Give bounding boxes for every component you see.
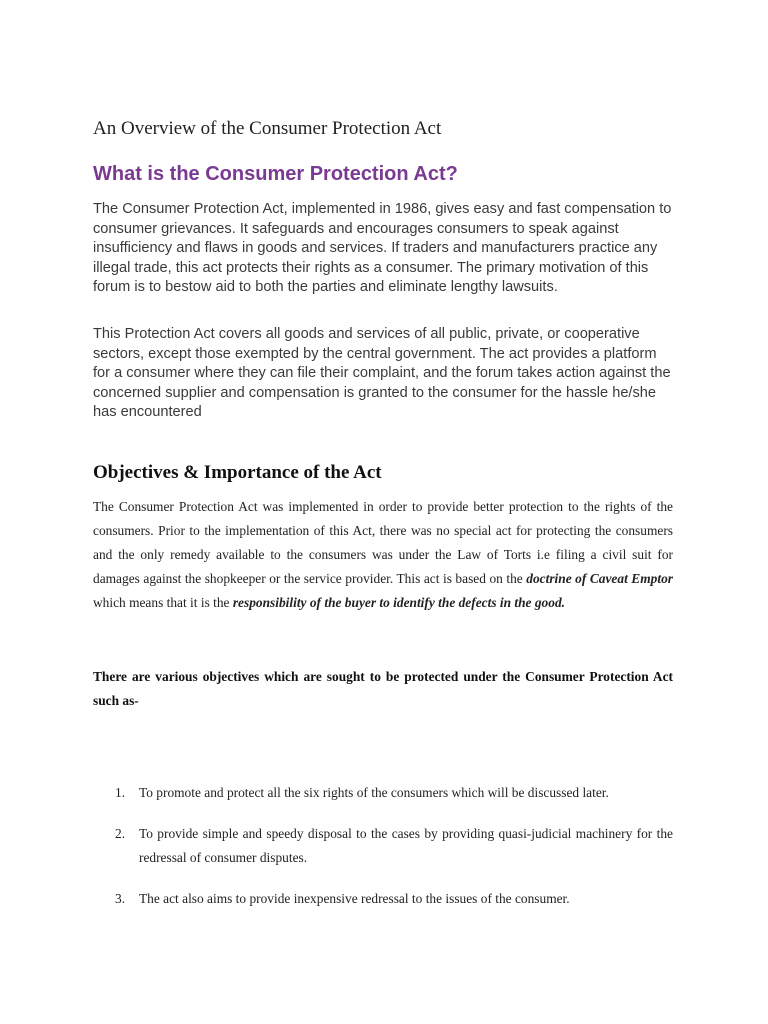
emphasis-buyer-responsibility: responsibility of the buyer to identify the defects in the good. [232,595,565,610]
list-item-number: 1. [115,785,126,800]
intro-text-middle: which means that it is the [93,595,233,610]
list-item [93,822,673,870]
list-item-number: 3. [115,891,126,906]
list-item-number: 2. [115,826,126,841]
intro-text-before: The Consumer Protection Act was implemented in order to provide better protection to the rights of the consumers. Prior to the implementation of this Act, there was no special act for protecting the consumers and the only remedy available to the consumers was under the Law of Torts i.e filing a civil suit for damages against the shopkeeper or the service provider. This act is based on the [93,499,673,586]
section-heading-objectives: Objectives & Importance of the Act [93,462,382,483]
document-title: An Overview of the Consumer Protection Act [93,118,442,139]
list-item [93,781,673,805]
emphasis-caveat-emptor: doctrine of Caveat Emptor [526,571,673,586]
paragraph-objectives-lead: There are various objectives which are sought to be protected under the Consumer Protection Act such as- [93,669,673,708]
paragraph-definition: The Consumer Protection Act, implemented in 1986, gives easy and fast compensation to consumer grievances. It safeguards and encourages consumers to speak against insufficiency and flaws in goods and services. If traders and manufacturers practice any illegal trade, this act protects their rights as a consumer. The primary motivation of this forum is to bestow aid to both the parties and eliminate lengthy lawsuits. [93,201,672,295]
list-item-text: The act also aims to provide inexpensive redressal to the issues of the consumer. [139,891,570,906]
list-item-text: To provide simple and speedy disposal to the cases by providing quasi-judicial machinery for the redressal of consumer disputes. [139,826,673,865]
objectives-list [93,781,673,928]
list-item [93,887,673,911]
paragraph-objectives-intro [93,495,673,615]
section-heading-what-is: What is the Consumer Protection Act? [93,163,458,185]
paragraph-coverage: This Protection Act covers all goods and services of all public, private, or cooperative sectors, except those exempted by the central government. The act provides a platform for a consumer where they can file their complaint, and the forum takes action against the concerned supplier and compensation is granted to the consumer for the hassle he/she has encountered [93,326,671,420]
list-item-text: To promote and protect all the six rights of the consumers which will be discussed later. [139,785,609,800]
